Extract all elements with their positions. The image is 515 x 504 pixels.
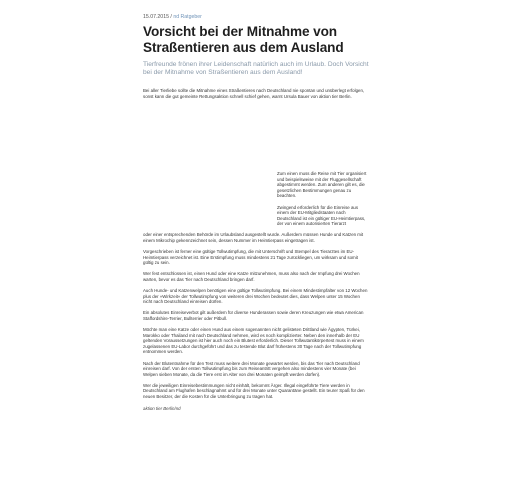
sidebar-text-1: Zum einen muss die Reise mit Tier organisiert und beispielsweise mit der Fluggesellschaft abgestimmt werden. Zum anderen gilt es, die gesetzlichen Bestimmungen genau zu beachten. <box>277 171 367 199</box>
paragraph-4: Wer fest entschlossen ist, einen Hund oder eine Katze mitzunehmen, muss also nach der Impfung drei Wochen warten, bevor es das Tier nach Deutschland bringen darf. <box>143 271 360 282</box>
article-date: 15.07.2015 <box>143 14 169 20</box>
paragraph-5: Auch Hunde- und Katzenwelpen benötigen eine gültige Tollwutimpfung. Bei einem Mindestimpfalter von 12 Wochen plus der »Wirkzeit« der Tollwutimpfung von weiteren drei Wochen bedeutet dies, dass Welpen unter 15 Wochen nicht nach Deutschland einreisen dürfen. <box>143 288 368 305</box>
paragraph-8: Nach der Blutentnahme für den Test muss weitere drei Monate gewartet werden, bis das Tier nach Deutschland einreisen darf. Von der ersten Tollwutimpfung bis zum Reiseantritt vergehen also mindestens vier Monate (bei Welpen sieben Monate, da die Tiere erst im Alter von drei Monaten geimpft werden dürfen). <box>143 360 360 377</box>
article-lead: Tierfreunde frönen ihrer Leidenschaft natürlich auch im Urlaub. Doch Vorsicht bei der Mitnahme von Straßentieren aus dem Ausland! <box>143 61 369 77</box>
paragraph-9: Wer die jeweiligen Einreisebestimmungen nicht einhält, bekommt Ärger. Illegal eingeführte Tiere werden in Deutschland am Flughafen beschlagnahmt und für drei Monate unter Quarantäne gestellt. Ein teurer Spaß für den neuen Besitzer, der die Kosten für die Unterbringung zu tragen hat. <box>143 382 365 399</box>
article-title: Vorsicht bei der Mitnahme von Straßentieren aus dem Ausland <box>143 24 344 55</box>
paragraph-6: Ein absolutes Einreiseverbot gilt außerdem für diverse Hunderassen sowie deren Kreuzungen wie etwa American Staffordshire-Terrier, Bullterrier oder Pitbull. <box>143 310 364 321</box>
meta-separator: / <box>170 14 172 20</box>
paragraph-7: Möchte man eine Katze oder einen Hund aus einem sogenannten nicht gelisteten Drittland wie Ägypten, Türkei, Marokko oder Thailand mit nach Deutschland nehmen, wird es noch komplizierter. Neben den innerhalb der EU geltenden Voraussetzungen ist hier auch noch ein Blutest erforderlich. Dieser Tollwutantikörpertest muss in einem zugelassenen EU-Labor durchgeführt und das zu testende Blut darf frühestens 30 Tage nach der Tollwutimpfung entnommen werden. <box>143 327 364 355</box>
paragraph-3: Vorgeschrieben ist ferner eine gültige Tollwutimpfung, die mit Unterschrift und Stempel des Tierarztes im EU-Heimtierpass verzeichnet ist. Eine Erstimpfung muss mindestens 21 Tage zurückliegen, um wirksam und somit gültig zu sein. <box>143 249 358 266</box>
article-body <box>143 88 369 411</box>
paragraph-1: Bei aller Tierliebe sollte die Mitnahme eines Straßentieres nach Deutschland nie spontan und unüberlegt erfolgen, sonst kann die gut gemeinte Rettungsaktion schnell schief gehen, warnt Ursula Bauer von aktion tier Berlin. <box>143 88 365 99</box>
article <box>143 14 369 411</box>
paragraph-2: oder einer entsprechenden Behörde im Urlaubsland ausgestellt wurde. Außerdem müssen Hunde und Katzen mit einem Mikrochip gekennzeichnet sein, dessen Nummer im Heimtierpass eingetragen ist. <box>143 232 364 244</box>
sidebar-text-2: Zwingend erforderlich für die Einreise aus einem der EU-Mitgliedstaaten nach Deutschland ist ein gültiger EU-Heimtierpass, der von einem autorisierten Tierarzt <box>277 204 366 227</box>
article-category-link[interactable]: nd Ratgeber <box>173 14 202 20</box>
article-image-placeholder <box>277 105 369 163</box>
article-signature: aktion tier Berlin/nd <box>143 405 181 411</box>
article-meta <box>143 14 369 21</box>
